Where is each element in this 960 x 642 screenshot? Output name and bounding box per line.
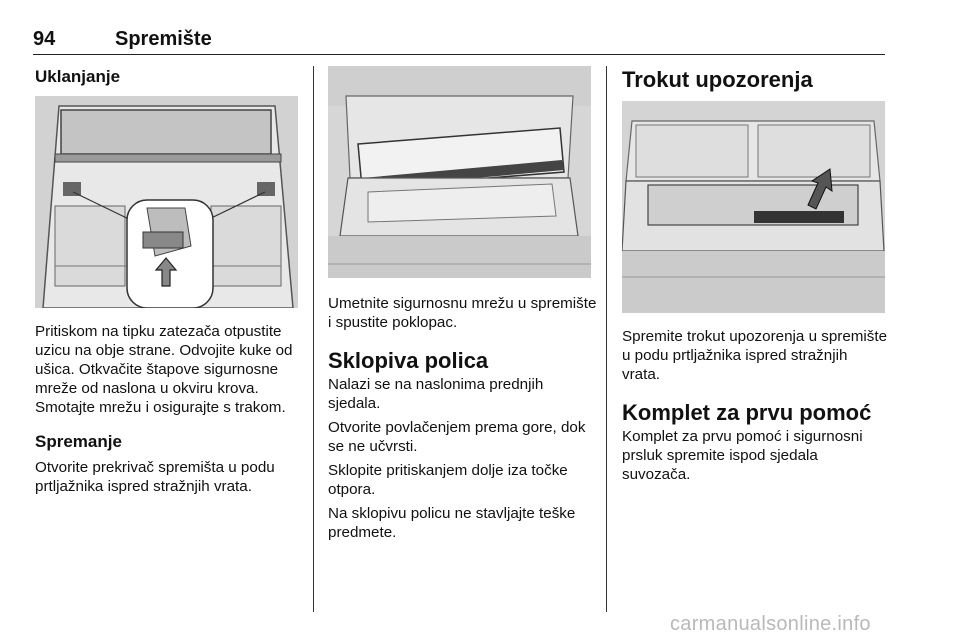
figure-net-removal: [35, 96, 298, 308]
column-3-heading: [622, 66, 884, 94]
heading-removal: Uklanjanje: [35, 67, 121, 86]
heading-storage: Spremanje: [35, 432, 122, 451]
paragraph-shelf-open: Otvorite povlačenjem prema gore, dok se ne učvrsti.: [328, 419, 586, 455]
illustration-net-storage: [328, 66, 591, 278]
paragraph-shelf-location: Nalazi se na naslonima prednjih sjedala.: [328, 376, 544, 412]
page-header: [33, 26, 885, 55]
paragraph-first-aid: Komplet za prvu pomoć i sigurnosni prsluk spremite ispod sjedala suvozača.: [622, 428, 863, 483]
column-3-text: [622, 327, 888, 484]
heading-shelf: Sklopiva polica: [328, 348, 489, 373]
illustration-net-removal: [35, 96, 298, 308]
column-2-text: [328, 294, 598, 542]
figure-warning-triangle: [622, 101, 885, 313]
paragraph-triangle: Spremite trokut upozorenja u spremište u podu prtljažnika ispred stražnjih vrata.: [622, 328, 888, 383]
illustration-warning-triangle: [622, 101, 885, 313]
heading-triangle: Trokut upozorenja: [622, 67, 813, 92]
paragraph-storage: Otvorite prekrivač spremišta u podu prtljažnika ispred stražnjih vrata.: [35, 459, 275, 495]
watermark: carmanualsonline.info: [670, 613, 871, 635]
column-divider-right: [606, 66, 607, 612]
page-title: Spremište: [115, 28, 212, 50]
heading-first-aid: Komplet za prvu pomoć: [622, 400, 872, 425]
paragraph-removal: Pritiskom na tipku zatezača otpustite uzicu na obje strane. Odvojite kuke od ušica. Otkvačite štapove sigurnosne mreže od naslona u okviru krova. Smotajte mrežu i osigurajte s trakom.: [35, 323, 293, 416]
column-1-text: [35, 322, 303, 496]
paragraph-shelf-warning: Na sklopivu policu ne stavljajte teške predmete.: [328, 505, 576, 541]
column-1: [35, 66, 303, 88]
figure-net-storage: [328, 66, 591, 278]
paragraph-insert: Umetnite sigurnosnu mrežu u spremište i spustite poklopac.: [328, 295, 597, 331]
page-number: 94: [33, 28, 56, 50]
paragraph-shelf-fold: Sklopite pritiskanjem dolje iza točke otpora.: [328, 462, 568, 498]
column-divider-left: [313, 66, 314, 612]
